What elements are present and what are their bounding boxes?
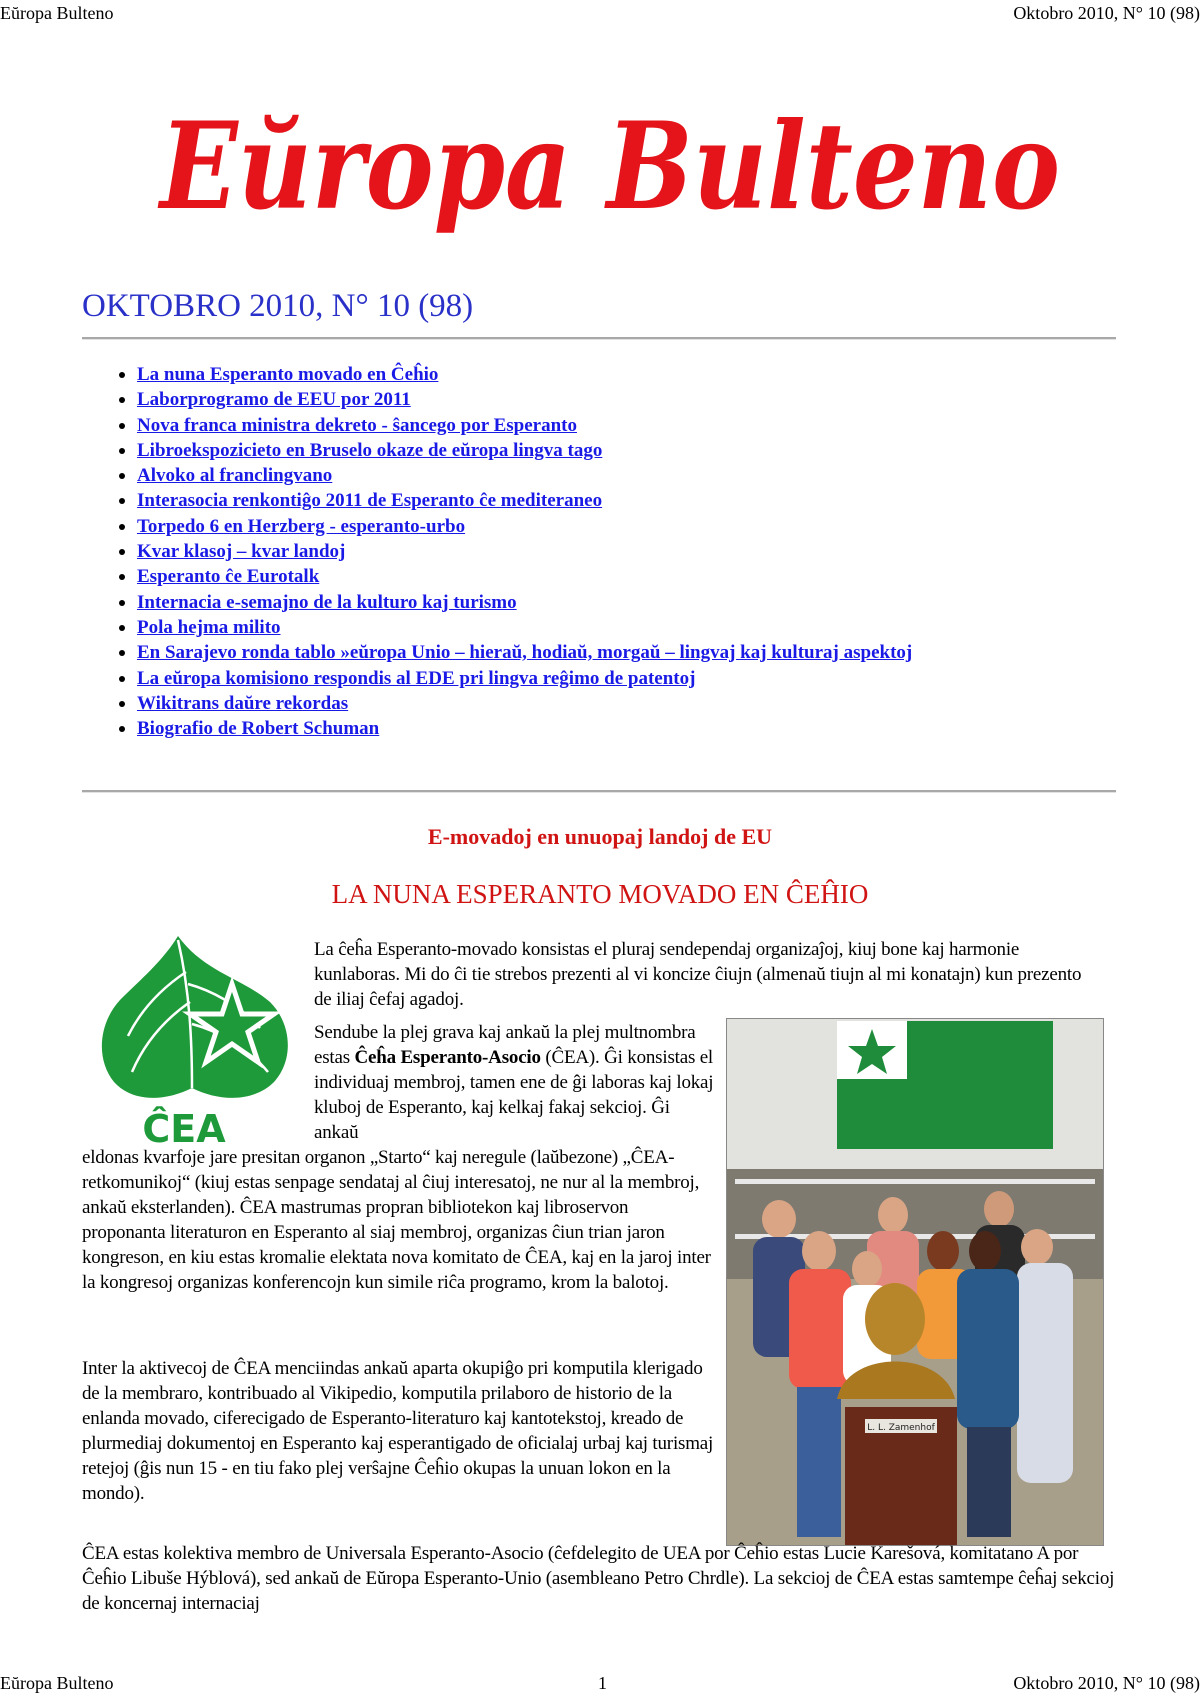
toc-link[interactable]: Alvoko al franclingvano (137, 465, 333, 487)
masthead-title (140, 80, 1080, 260)
toc-item (112, 615, 1112, 640)
toc-item (112, 716, 1112, 741)
toc-item (112, 666, 1112, 691)
toc-link[interactable]: Nova franca ministra dekreto - ŝancego por Esperanto (137, 414, 577, 436)
toc-link[interactable]: La eŭropa komisiono respondis al EDE pri lingva reĝimo de patentoj (137, 667, 696, 689)
toc-item (112, 387, 1112, 412)
horizontal-rule (82, 790, 1116, 793)
toc-item (112, 640, 1112, 665)
toc-item (112, 539, 1112, 564)
toc-link[interactable]: Libroekspozicieto en Bruselo okaze de eŭropa lingva tago (137, 439, 603, 461)
toc-item (112, 514, 1112, 539)
cea-logo (92, 932, 302, 1151)
toc-link[interactable]: Wikitrans daŭre rekordas (137, 692, 349, 714)
issue-heading: OKTOBRO 2010, N° 10 (98) (82, 288, 474, 324)
group-photo (726, 1018, 1104, 1546)
table-of-contents (112, 362, 1112, 741)
toc-link[interactable]: Torpedo 6 en Herzberg - esperanto-urbo (137, 515, 466, 537)
toc-link[interactable]: En Sarajevo ronda tablo »eŭropa Unio – hieraŭ, hodiaŭ, morgaŭ – lingvaj kaj kulturaj aspektoj (137, 642, 913, 664)
article-paragraph: eldonas kvarfoje jare presitan organon „Starto“ kaj neregule (laŭbezone) „ĈEA-retkomunikoj“ (kiuj estas senpage sendataj al ĉiuj interesatoj, ne nur al la membroj, ankaŭ eksterlanden). ĈEA mastrumas propran bibliotekon kaj libroservon proponanta literaturon en Esperanto al siaj membroj, organizas ĉiun trian jaron kongreson, en kiu estas kromalie elektata nova komitato de ĈEA, kaj en la jaroj inter la kongresoj organizas konferencojn kun simile riĉa programo, krom la balotoj. (82, 1147, 711, 1293)
toc-link[interactable]: Laborprogramo de EEU por 2011 (137, 389, 411, 411)
running-header-right: Oktobro 2010, N° 10 (98) (1013, 3, 1200, 23)
toc-link[interactable]: La nuna Esperanto movado en Ĉeĥio (137, 364, 439, 385)
article-paragraph (314, 1020, 714, 1145)
page-number: 1 (598, 1673, 607, 1693)
article-paragraph: Inter la aktivecoj de ĈEA menciindas ankaŭ aparta okupiĝo pri komputila klerigado de la membraro, kontribuado al Vikipedio, komputila prilaboro de historio de la enlanda movado, ciferecigado de Esperanto-literaturo kaj kantotekstoj, kreado de plurmediaj dokumentoj en Esperanto kaj esperantigado de oficialaj urbaj kaj turismaj retejoj (ĝis nun 15 - en tiu fako plej verŝajne Ĉeĥio okupas la unuan lokon en la mondo). (82, 1358, 714, 1504)
toc-link[interactable]: Esperanto ĉe Eurotalk (137, 566, 320, 588)
paragraph-text: (ĈEA). Ĝi konsistas el individuaj membroj, tamen ene de ĝi laboras kaj lokaj kluboj de Esperanto, kaj kelkaj fakaj sekcioj. Ĝi ankaŭ (314, 1047, 714, 1143)
organization-name: Ĉeĥa Esperanto-Asocio (354, 1047, 541, 1068)
toc-link[interactable]: Kvar klasoj – kvar landoj (137, 541, 346, 563)
logo-acronym: ĈEA (142, 1107, 226, 1151)
article-paragraph: La ĉeĥa Esperanto-movado konsistas el pluraj sendependaj organizaĵoj, kiuj bone kaj harmonie kunlaboras. Mi do ĉi tie strebos prezenti al vi koncize ĉiujn (almenaŭ tiujn al mi konatajn) kun prezento de iliaj ĉefaj agadoj. (314, 939, 1082, 1010)
toc-link[interactable]: Internacia e-semajno de la kulturo kaj turismo (137, 591, 517, 613)
toc-link[interactable]: Pola hejma milito (137, 616, 281, 638)
toc-item (112, 438, 1112, 463)
toc-item (112, 413, 1112, 438)
toc-item (112, 691, 1112, 716)
running-footer-right: Oktobro 2010, N° 10 (98) (1013, 1673, 1200, 1693)
section-kicker: E-movadoj en unuopaj landoj de EU (427, 824, 773, 849)
toc-item (112, 564, 1112, 589)
toc-link[interactable]: Biografio de Robert Schuman (137, 718, 380, 740)
article-title: LA NUNA ESPERANTO MOVADO EN ĈEĤIO (331, 879, 869, 909)
plaque-text: L. L. Zamenhof (867, 1423, 935, 1433)
toc-item (112, 590, 1112, 615)
masthead-title-text: Eŭropa Bulteno (157, 96, 1061, 237)
horizontal-rule (82, 337, 1116, 340)
article-paragraph: ĈEA estas kolektiva membro de Universala Esperanto-Asocio (ĉefdelegito de UEA por Ĉeĥio estas Lucie Karešová, komitatano A por Ĉeĥio Libuše Hýblová), sed ankaŭ de Eŭropa Esperanto-Unio (asembleano Petro Chrdle). La sekcioj de ĈEA estas samtempe ĉeĥaj sekcioj de koncernaj internaciaj (82, 1543, 1115, 1614)
toc-link[interactable]: Interasocia renkontiĝo 2011 de Esperanto ĉe mediteraneo (137, 490, 603, 512)
toc-item (112, 488, 1112, 513)
toc-item (112, 463, 1112, 488)
running-footer-left: Eŭropa Bulteno (0, 1673, 114, 1693)
toc-item (112, 362, 1112, 387)
running-header-left: Eŭropa Bulteno (0, 3, 114, 23)
paragraph-text: Sendube la plej grava kaj ankaŭ la plej multnombra estas (314, 1022, 696, 1068)
